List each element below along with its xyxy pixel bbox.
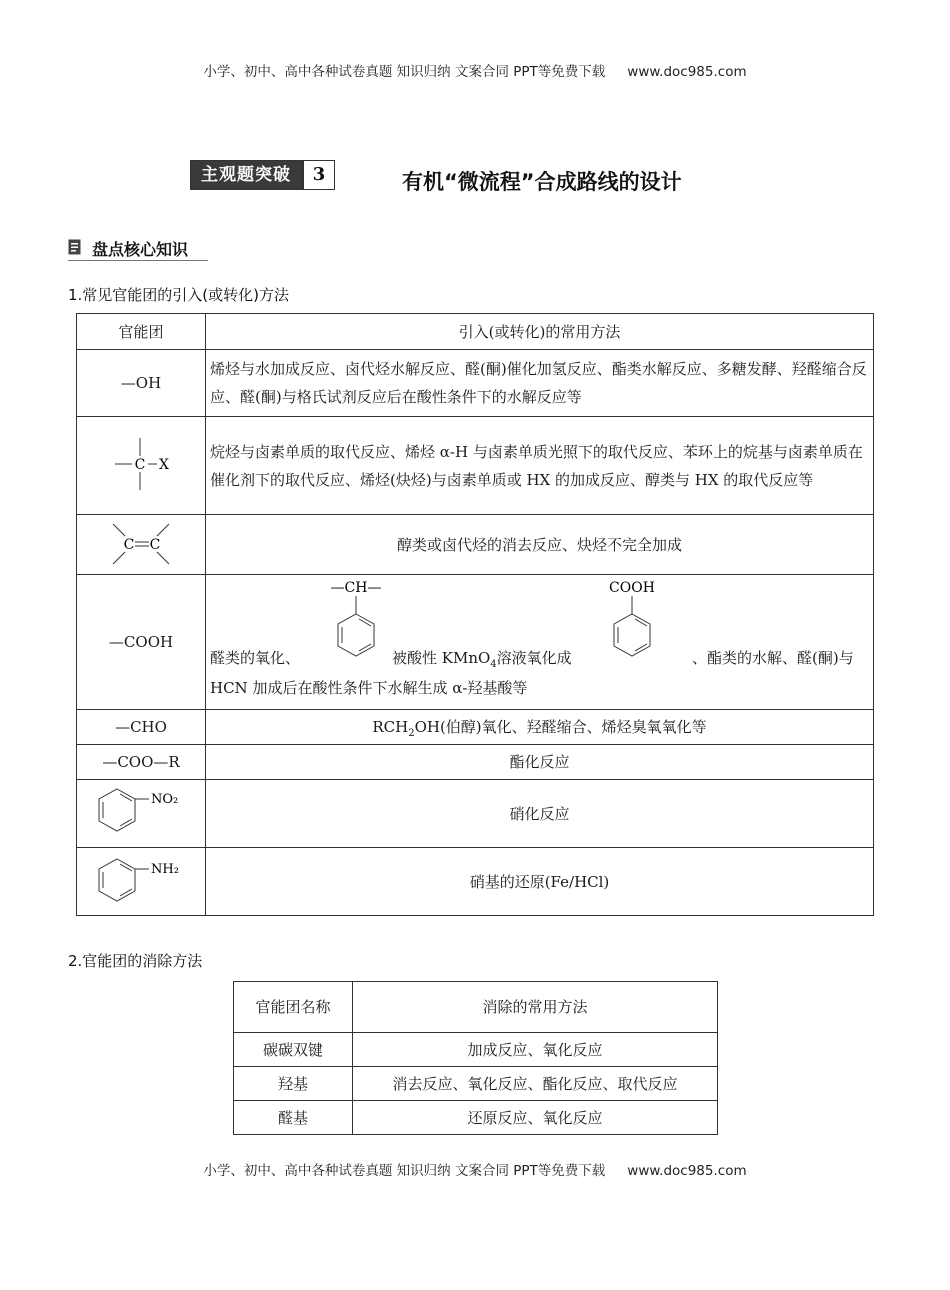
document-icon (68, 239, 81, 255)
aniline-structure (77, 849, 205, 915)
table-row (234, 1067, 718, 1101)
table-row (77, 848, 874, 916)
rch-text: RCH (372, 718, 409, 736)
table-row (77, 575, 874, 710)
header-cell: 官能团名称 (234, 982, 353, 1033)
elim-method: 加成反应、氧化反应 (353, 1033, 718, 1067)
alkene-structure (77, 516, 205, 574)
page-title: 有机“微流程”合成路线的设计 (402, 170, 682, 194)
method-part-b (392, 644, 572, 672)
header-cell: 消除的常用方法 (353, 982, 718, 1033)
badge-number: 3 (301, 161, 334, 189)
group-oh: —OH (77, 350, 206, 417)
table-row (234, 1101, 718, 1135)
alkyl-halide-structure (77, 418, 205, 514)
table-row (234, 1033, 718, 1067)
table-row (77, 350, 874, 417)
badge-label: 主观题突破 (191, 161, 301, 189)
group-name: 碳碳双键 (234, 1033, 353, 1067)
nitrobenzene-structure (77, 781, 205, 847)
method-alkene: 醇类或卤代烃的消去反应、炔烃不完全加成 (206, 515, 874, 575)
heading-2: 2.官能团的消除方法 (68, 952, 203, 970)
method-cooh (206, 575, 874, 710)
group-ester: —COO—R (77, 745, 206, 780)
footer-url[interactable]: www.doc985.com (627, 1163, 747, 1179)
table-row (77, 745, 874, 780)
group-alkene (77, 515, 206, 575)
method-oh: 烯烃与水加成反应、卤代烃水解反应、醛(酮)催化加氢反应、酯类水解反应、多糖发酵、羟醛缩合反应、醛(酮)与格氏试剂反应后在酸性条件下的水解反应等 (206, 350, 874, 417)
method-halide: 烷烃与卤素单质的取代反应、烯烃 α-H 与卤素单质光照下的取代反应、苯环上的烷基与卤素单质在催化剂下的取代反应、烯烃(炔烃)与卤素单质或 HX 的加成反应、醇类与 HX 的取代反应等 (206, 417, 874, 515)
group-amine (77, 848, 206, 916)
group-name: 醛基 (234, 1101, 353, 1135)
method-part-d: 、酯类的水解、醛(酮)与 (692, 648, 854, 667)
page-header (0, 60, 950, 80)
group-name: 羟基 (234, 1067, 353, 1101)
ch-label: —CH— (330, 579, 382, 596)
introduction-table (76, 313, 874, 916)
table-row (77, 710, 874, 745)
group-nitro (77, 780, 206, 848)
table-row (77, 515, 874, 575)
group-cooh: —COOH (77, 575, 206, 710)
table-header-row (234, 982, 718, 1033)
method-amine: 硝基的还原(Fe/HCl) (206, 848, 874, 916)
section-label: 盘点核心知识 (92, 240, 189, 259)
elim-method: 还原反应、氧化反应 (353, 1101, 718, 1135)
halogen-label: X (159, 456, 169, 473)
benzoic-acid-structure (592, 578, 672, 668)
page-footer (0, 1159, 950, 1179)
elimination-table (233, 981, 718, 1135)
elim-method: 消去反应、氧化反应、酯化反应、取代反应 (353, 1067, 718, 1101)
benzyl-structure (316, 578, 396, 668)
header-cell: 引入(或转化)的常用方法 (206, 314, 874, 350)
table-header-row (77, 314, 874, 350)
oxidize-text: 溶液氧化成 (496, 648, 572, 667)
amine-label: NH₂ (151, 861, 179, 877)
method-cho (206, 710, 874, 745)
nitro-label: NO₂ (151, 791, 179, 807)
carbon-label: C (123, 536, 135, 553)
table-row (77, 780, 874, 848)
group-halide (77, 417, 206, 515)
method-ester: 酯化反应 (206, 745, 874, 780)
title-row (190, 156, 810, 196)
heading-1: 1.常见官能团的引入(或转化)方法 (68, 286, 290, 304)
header-cell: 官能团 (77, 314, 206, 350)
header-url[interactable]: www.doc985.com (627, 64, 747, 80)
header-text: 小学、初中、高中各种试卷真题 知识归纳 文案合同 PPT等免费下载 (203, 64, 606, 80)
footer-text: 小学、初中、高中各种试卷真题 知识归纳 文案合同 PPT等免费下载 (203, 1163, 606, 1179)
cooh-label: COOH (609, 579, 655, 596)
method-part-a: 醛类的氧化、 (210, 648, 301, 667)
rch-rest: OH(伯醇)氧化、羟醛缩合、烯烃臭氧氧化等 (414, 718, 707, 736)
carbon-label: C (134, 456, 146, 473)
carbon-label: C (149, 536, 161, 553)
method-part-e: HCN 加成后在酸性条件下水解生成 α-羟基酸等 (210, 678, 528, 697)
kmno4-subscript: 4 (490, 658, 497, 670)
method-nitro: 硝化反应 (206, 780, 874, 848)
topic-badge (190, 160, 335, 190)
section-header (68, 236, 208, 261)
group-cho: —CHO (77, 710, 206, 745)
kmno4-text: 被酸性 KMnO (392, 648, 491, 667)
table-row (77, 417, 874, 515)
rch-subscript: 2 (408, 728, 415, 739)
